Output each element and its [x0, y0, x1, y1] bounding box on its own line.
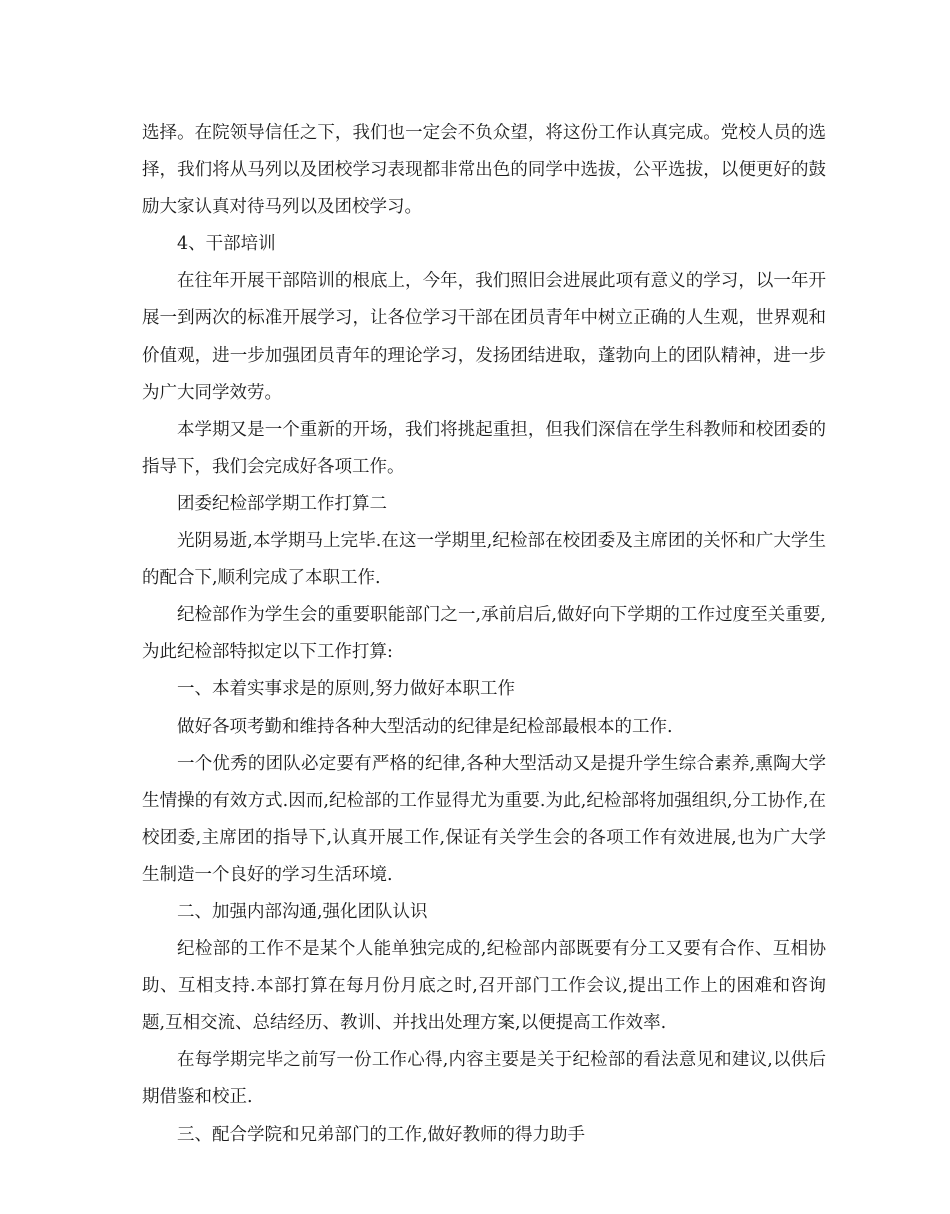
paragraph-6: 光阴易逝,本学期马上完毕.在这一学期里,纪检部在校团委及主席团的关怀和广大学生的配合下,顺利完成了本职工作.	[142, 531, 826, 589]
document-subtitle: 团委纪检部学期工作打算二	[177, 493, 387, 514]
paragraph-7: 纪检部作为学生会的重要职能部门之一,承前启后,做好向下学期的工作过度至关重要,为此纪检部特拟定以下工作打算:	[142, 605, 826, 663]
paragraph-13: 在每学期完毕之前写一份工作心得,内容主要是关于纪检部的看法意见和建议,以供后期借鉴和校正.	[142, 1050, 826, 1108]
section-heading-1: 一、本着实事求是的原则,努力做好本职工作	[177, 679, 516, 700]
section-heading-cadre-training: 4、干部培训	[177, 234, 276, 255]
paragraph-12: 纪检部的工作不是某个人能单独完成的,纪检部内部既要有分工又要有合作、互相协助、互相支持.本部打算在每月份月底之时,召开部门工作会议,提出工作上的困难和咨询题,互相交流、总结经历、教训、并找出处理方案,以便提高工作效率.	[142, 939, 826, 1034]
paragraph-10: 一个优秀的团队必定要有严格的纪律,各种大型活动又是提升学生综合素养,熏陶大学生情操的有效方式.因而,纪检部的工作显得尤为重要.为此,纪检部将加强组织,分工协作,在校团委,主席团的指导下,认真开展工作,保证有关学生会的各项工作有效进展,也为广大学生制造一个良好的学习生活环境.	[142, 753, 826, 885]
paragraph-9: 做好各项考勤和维持各种大型活动的纪律是纪检部最根本的工作.	[177, 716, 673, 737]
paragraph-1: 选择。在院领导信任之下，我们也一定会不负众望，将这份工作认真完成。党校人员的选择，我们将从马列以及团校学习表现都非常出色的同学中选拔，公平选拔，以便更好的鼓励大家认真对待马列以及团校学习。	[142, 123, 826, 218]
document-body	[142, 115, 826, 1154]
paragraph-4: 本学期又是一个重新的开场，我们将挑起重担，但我们深信在学生科教师和校团委的指导下，我们会完成好各项工作。	[142, 419, 826, 477]
section-heading-2: 二、加强内部沟通,强化团队认识	[177, 901, 428, 922]
paragraph-3: 在往年开展干部陪训的根底上，今年，我们照旧会进展此项有意义的学习，以一年开展一到两次的标准开展学习，让各位学习干部在团员青年中树立正确的人生观，世界观和价值观，进一步加强团员青年的理论学习，发扬团结进取，蓬勃向上的团队精神，进一步为广大同学效劳。	[142, 271, 826, 403]
section-heading-3: 三、配合学院和兄弟部门的工作,做好教师的得力助手	[177, 1124, 586, 1145]
